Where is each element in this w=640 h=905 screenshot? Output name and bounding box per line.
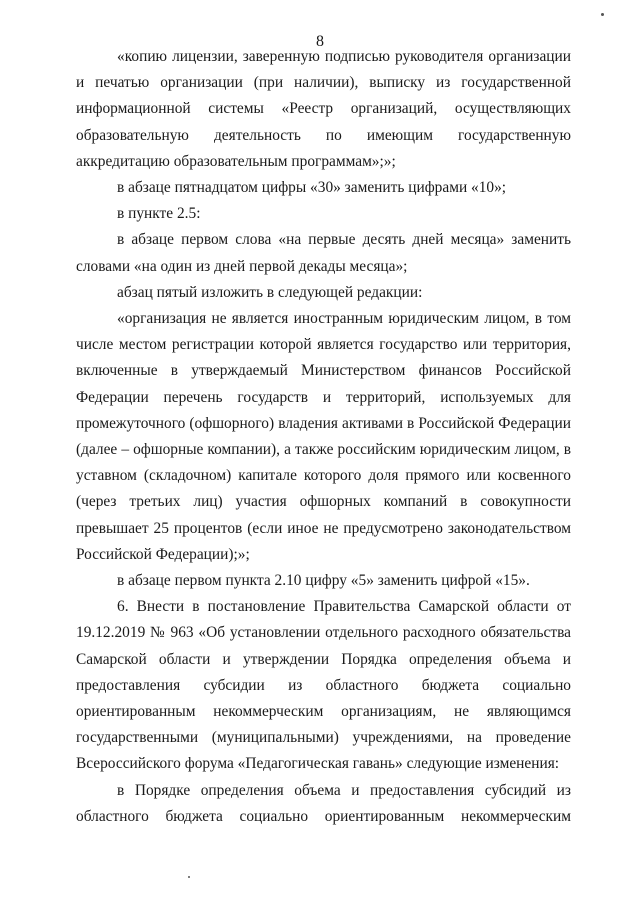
paragraph: в абзаце пятнадцатом цифры «30» заменить цифрами «10»; [117, 179, 507, 197]
paragraph: абзац пятый изложить в следующей редакции: [117, 283, 423, 301]
scan-speck [601, 13, 604, 16]
paragraph: в пункте 2.5: [117, 205, 201, 223]
paragraph: в Порядке определения объема и предоставления субсидий из областного бюджета социально ориентированным некоммерческим [76, 781, 571, 825]
paragraph: «организация не является иностранным юридическим лицом, в том числе местом регистрации которой является государство или территория, включенные в утверждаемый Министерством финансов Российской Федерации перечень государств и территорий, используемых для промежуточного (офшорного) владения активами в Российской Федерации (далее – офшорные компании), а также российским юридическим лицом, в уставном (складочном) капитале которого доля прямого или косвенного (через третьих лиц) участия офшорных компаний в совокупности превышает 25 процентов (если иное не предусмотрено законодательством Российской Федерации);»; [76, 310, 571, 563]
page-number: 8 [316, 33, 324, 50]
paragraph: в абзаце первом слова «на первые десять дней месяца» заменить словами «на один из дней первой декады месяца»; [76, 231, 571, 275]
paragraph: «копию лицензии, заверенную подписью руководителя организации и печатью организации (при наличии), выписку из государственной информационной системы «Реестр организаций, осуществляющих образовательную деятельность по имеющим государственную аккредитацию образовательным программам»;»; [76, 48, 571, 170]
document-body [76, 44, 571, 830]
scan-speck [188, 876, 190, 878]
paragraph: 6. Внести в постановление Правительства Самарской области от 19.12.2019 № 963 «Об установлении отдельного расходного обязательства Самарской области и утверждении Порядка определения объема и предоставления субсидии из областного бюджета социально ориентированным некоммерческим организациям, не являющимся государственными (муниципальными) учреждениями, на проведение Всероссийского форума «Педагогическая гавань» следующие изменения: [76, 598, 571, 773]
paragraph: в абзаце первом пункта 2.10 цифру «5» заменить цифрой «15». [117, 572, 530, 590]
